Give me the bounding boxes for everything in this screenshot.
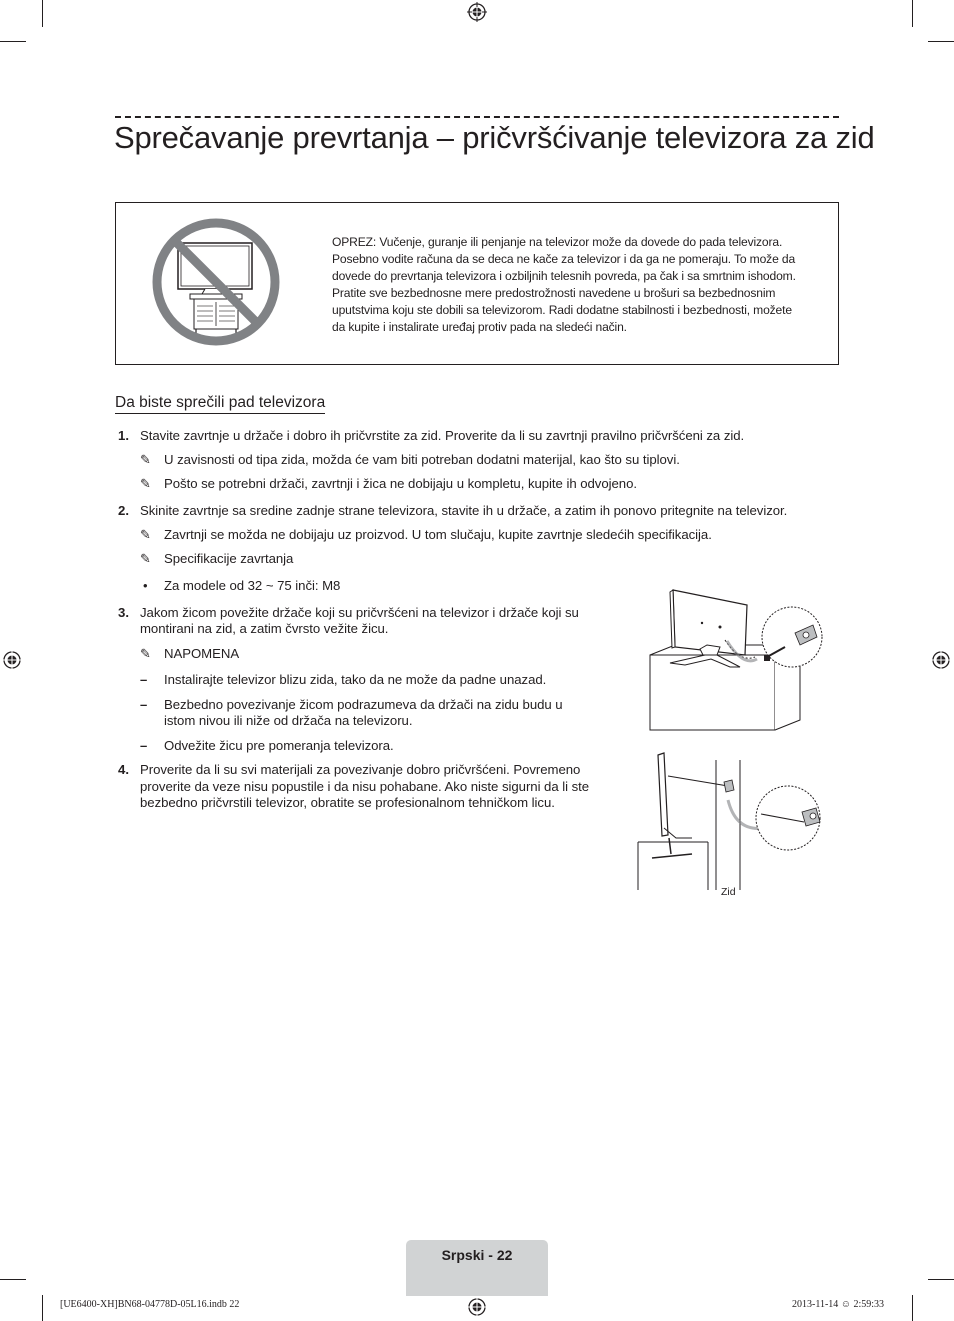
dash-bullet: – [140,697,148,712]
bullet-text: Za modele od 32 ~ 75 inči: M8 [164,578,341,593]
no-climbing-prohibition-icon [150,216,282,348]
crop-mark [0,41,26,42]
step-number: 4. [118,762,129,777]
step-text-line: proverite da veze nisu popustile i da nisu pohabane. Ako niste sigurni da li ste [140,779,590,794]
registration-mark-icon [467,1297,487,1317]
tv-wall-side-illustration [636,750,836,892]
dash-text: Instalirajte televizor blizu zida, tako da ne može da padne unazad. [164,672,547,687]
warning-line: uputstvima koju ste dobili sa televizorom. Radi dodatne stabilnosti i bezbednosti, možete [332,303,792,317]
crop-mark [928,1279,954,1280]
section-heading: Da biste sprečili pad televizora [115,394,325,414]
print-file-info: [UE6400-XH]BN68-04778D-05L16.indb 22 [60,1299,240,1310]
title-rule [115,116,839,118]
crop-mark [42,1295,43,1321]
step-number: 3. [118,605,129,620]
warning-line: da kupite i instalirate uređaj protiv pada na sledeći način. [332,320,627,334]
step-text: Skinite zavrtnje sa sredine zadnje strane televizora, stavite ih u držače, a zatim ih ponovo pritegnite na televizor. [140,503,788,518]
crop-mark [928,41,954,42]
page-title: Sprečavanje prevrtanja – pričvršćivanje televizora za zid [114,120,875,155]
pencil-note-icon: ✎ [140,476,151,491]
crop-mark [912,1295,913,1321]
step-number: 2. [118,503,129,518]
dash-bullet: – [140,672,148,687]
pencil-note-icon: ✎ [140,527,151,542]
pencil-note-icon: ✎ [140,551,151,566]
note-text: U zavisnosti od tipa zida, možda će vam biti potreban dodatni materijal, kao što su tiplovi. [164,452,680,467]
note-text: Specifikacije zavrtanja [164,551,294,566]
wall-label: Zid [721,886,736,898]
step-text-line: bezbedno pričvrstili televizor, obratite se profesionalnom tehničkom licu. [140,795,555,810]
bullet-icon: • [143,578,148,593]
registration-mark-icon [2,650,22,670]
pencil-note-icon: ✎ [140,646,151,661]
dash-text: Odvežite žicu pre pomeranja televizora. [164,738,394,753]
pencil-note-icon: ✎ [140,452,151,467]
print-date-info: 2013-11-14 ☺ 2:59:33 [792,1299,885,1310]
step-number: 1. [118,428,129,443]
dash-bullet: – [140,738,148,753]
dash-text: istom nivou ili niže od držača na televizoru. [164,713,413,728]
footer-page-label: Srpski - 22 [441,1247,513,1263]
step-text-line: montirani na zid, a zatim čvrsto vežite žicu. [140,621,389,636]
note-text: Zavrtnji se možda ne dobijaju uz proizvod. U tom slučaju, kupite zavrtnje sledećih specifikacija. [164,527,712,542]
dash-text: Bezbedno povezivanje žicom podrazumeva da držači na zidu budu u [164,697,563,712]
step-text-line: Jakom žicom povežite držače koji su pričvršćeni na televizor i držače koji su [140,605,579,620]
warning-line: Posebno vodite računa da se deca ne kače za televizor i da ga ne pomeraju. To može da [332,252,796,266]
note-label: NAPOMENA [164,646,240,661]
tv-bracket-illustration [645,585,830,735]
crop-mark [42,0,43,27]
crop-mark [0,1279,26,1280]
step-text-line: Proverite da li su svi materijali za povezivanje dobro pričvršćeni. Povremeno [140,762,581,777]
warning-line: OPREZ: Vučenje, guranje ili penjanje na televizor može da dovede do pada televizora. [332,235,783,249]
note-text: Pošto se potrebni držači, zavrtnji i žica ne dobijaju u kompletu, kupite ih odvojeno. [164,476,637,491]
step-text: Stavite zavrtnje u držače i dobro ih pričvrstite za zid. Proverite da li su zavrtnji pravilno pričvršćeni za zid. [140,428,745,443]
warning-line: Pratite sve bezbednosne mere predostrožnosti navedene u brošuri sa bezbednosnim [332,286,776,300]
crop-mark [912,0,913,27]
warning-text [332,234,822,336]
registration-mark-icon [467,2,487,22]
registration-mark-icon [931,650,951,670]
warning-line: dovede do prevrtanja televizora i ozbiljnih telesnih povreda, pa čak i sa smrtnim ishodom. [332,269,796,283]
